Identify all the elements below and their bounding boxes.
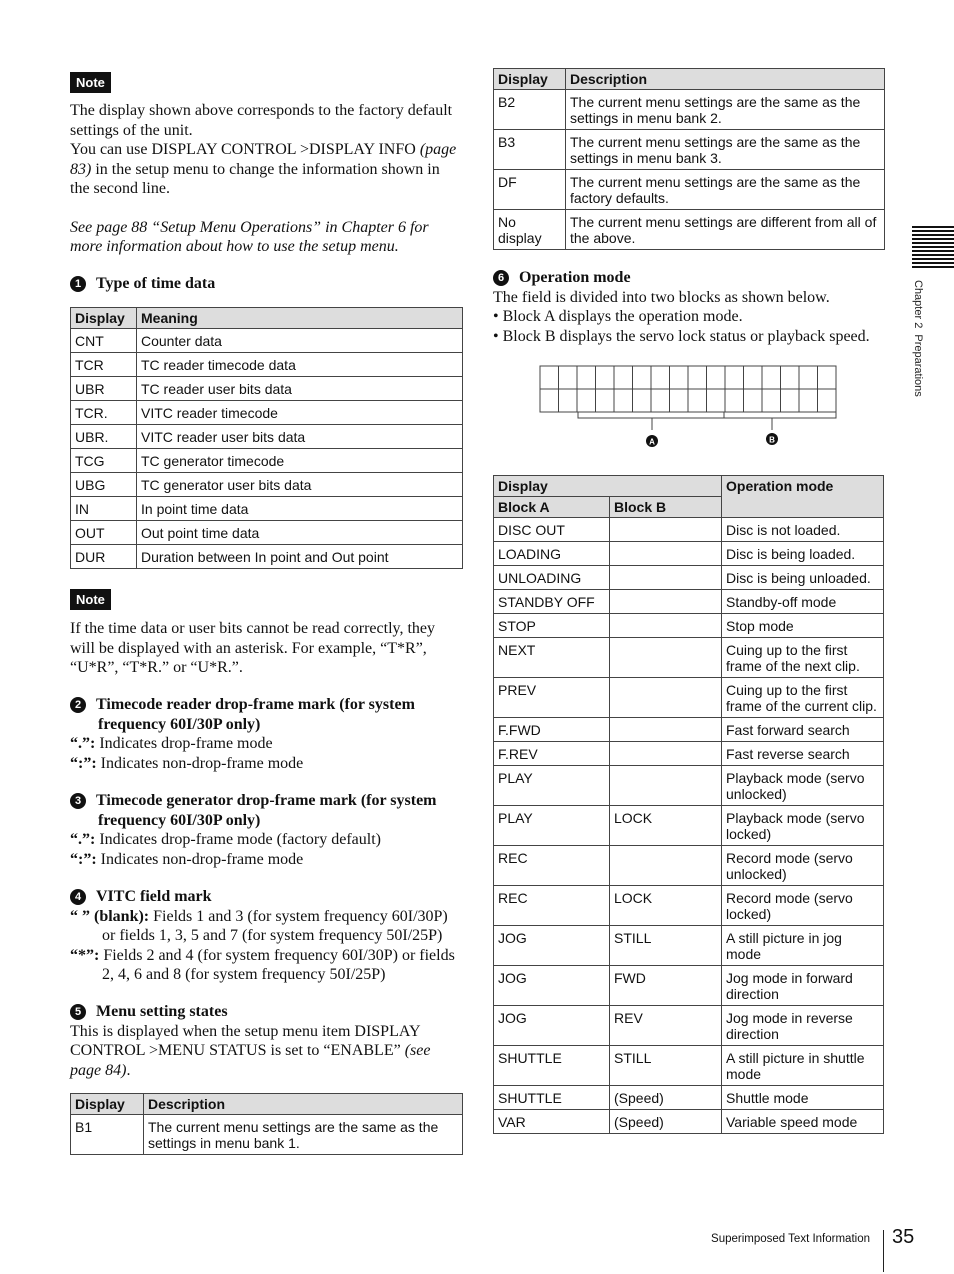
table-cell: VITC reader user bits data xyxy=(137,425,463,449)
character-cell xyxy=(762,389,781,412)
character-cell xyxy=(596,389,615,412)
table-cell: Stop mode xyxy=(722,614,884,638)
table-row xyxy=(494,966,884,1006)
table-cell: (Speed) xyxy=(610,1110,722,1134)
table-cell: UNLOADING xyxy=(494,566,610,590)
table-cell: STOP xyxy=(494,614,610,638)
table-cell: Counter data xyxy=(137,329,463,353)
table-cell: JOG xyxy=(494,926,610,966)
table-cell: LOADING xyxy=(494,542,610,566)
block-a-label: A xyxy=(649,437,655,447)
table-cell: VITC reader timecode xyxy=(137,401,463,425)
character-cell xyxy=(577,366,596,389)
character-cell xyxy=(688,389,707,412)
table-cell: JOG xyxy=(494,966,610,1006)
table-cell: The current menu settings are different from all of the above. xyxy=(566,210,885,250)
table-cell: Cuing up to the first frame of the current clip. xyxy=(722,678,884,718)
table-cell xyxy=(610,590,722,614)
character-cell xyxy=(818,366,837,389)
table-cell: UBR xyxy=(71,377,137,401)
character-cell xyxy=(559,366,578,389)
section-3: 3 Timecode generator drop-frame mark (for system frequency 60I/30P only) “.”: Indicates drop-frame mode (factory default) “:”: Indicates non-drop-frame mode xyxy=(70,792,437,868)
menu-states-table: Display Description B1 The current menu settings are the same as the settings in menu bank 1. xyxy=(70,1093,463,1155)
table-cell: NEXT xyxy=(494,638,610,678)
col-meaning: Meaning xyxy=(137,308,463,329)
table-cell: STILL xyxy=(610,926,722,966)
table-cell: TC generator user bits data xyxy=(137,473,463,497)
table-row xyxy=(71,425,463,449)
character-cell xyxy=(651,366,670,389)
note-label-2: Note xyxy=(70,589,111,610)
table-row xyxy=(494,766,884,806)
table-cell: DISC OUT xyxy=(494,518,610,542)
table-cell: B1 xyxy=(71,1115,144,1155)
table-cell: REV xyxy=(610,1006,722,1046)
table-row xyxy=(494,1110,884,1134)
character-cell xyxy=(651,389,670,412)
character-cell xyxy=(633,389,652,412)
table-cell: A still picture in shuttle mode xyxy=(722,1046,884,1086)
table-cell: The current menu settings are the same as the settings in menu bank 1. xyxy=(144,1115,463,1155)
character-cell xyxy=(744,366,763,389)
table-row xyxy=(494,926,884,966)
table-row xyxy=(494,886,884,926)
table-cell: Jog mode in forward direction xyxy=(722,966,884,1006)
character-cell xyxy=(614,366,633,389)
table-cell: OUT xyxy=(71,521,137,545)
table-cell xyxy=(610,542,722,566)
table-row xyxy=(494,90,885,130)
number-5-icon: 5 xyxy=(70,1004,86,1020)
table-cell: B3 xyxy=(494,130,566,170)
character-cell xyxy=(725,389,744,412)
table-row xyxy=(494,566,884,590)
operation-mode-table: Display Operation mode Block A Block B DISC OUT Disc is not loaded. LOADING Disc is being loaded. UNLOADING Disc is being unloaded. STANDBY OFF Standby-off mode STOP Stop mode NEXT Cuing up to the first frame of the next clip. PREV Cuing up to the first frame of the current clip. F.FWD Fast forward search F.REV Fast reverse search PLAY Playback mode (servo unlocked) PLAY LOCK Playback mode (servo locked) REC Record mode (servo unlocked) REC LOCK Record mode (servo locked) JOG STILL A still picture in jog mode JOG FWD Jog mode in forward direction JOG REV Jog mode in reverse direction SHUTTLE STILL A still picture in shuttle mode SHUTTLE (Speed) Shuttle mode VAR (Speed) Variable speed mode xyxy=(493,475,884,1134)
table-row xyxy=(71,377,463,401)
table-cell: IN xyxy=(71,497,137,521)
table-cell: Shuttle mode xyxy=(722,1086,884,1110)
chapter-tab-stripes xyxy=(912,226,954,270)
table-cell: VAR xyxy=(494,1110,610,1134)
table-cell xyxy=(610,846,722,886)
table-cell: Disc is not loaded. xyxy=(722,518,884,542)
intro-see: See page 88 “Setup Menu Operations” in Chapter 6 for more information about how to use the setup menu. xyxy=(70,218,429,255)
table-cell: TCR. xyxy=(71,401,137,425)
table-row xyxy=(494,542,884,566)
time-data-table xyxy=(70,307,463,569)
table-cell: JOG xyxy=(494,1006,610,1046)
character-cell xyxy=(799,389,818,412)
table-cell: DF xyxy=(494,170,566,210)
table-cell xyxy=(610,566,722,590)
intro-text xyxy=(70,101,462,257)
character-cell xyxy=(596,366,615,389)
table-cell xyxy=(610,718,722,742)
table-cell: LOCK xyxy=(610,806,722,846)
table-cell: TC reader timecode data xyxy=(137,353,463,377)
table-cell: SHUTTLE xyxy=(494,1086,610,1110)
table-cell: PLAY xyxy=(494,766,610,806)
table-cell: TC generator timecode xyxy=(137,449,463,473)
table-row xyxy=(494,518,884,542)
number-4-icon: 4 xyxy=(70,889,86,905)
table-cell: DUR xyxy=(71,545,137,569)
table-cell: SHUTTLE xyxy=(494,1046,610,1086)
note2-text: If the time data or user bits cannot be read correctly, they will be displayed with an asterisk. For example, “T*R”, “U*R”, “T*R.” or “U*R.”. xyxy=(70,620,436,676)
table-cell: The current menu settings are the same as the factory defaults. xyxy=(566,170,885,210)
table-cell: B2 xyxy=(494,90,566,130)
table-row xyxy=(71,545,463,569)
table-cell: TCG xyxy=(71,449,137,473)
table-cell xyxy=(610,678,722,718)
table-cell: REC xyxy=(494,846,610,886)
table-cell: LOCK xyxy=(610,886,722,926)
character-cell xyxy=(707,366,726,389)
table-cell: Record mode (servo unlocked) xyxy=(722,846,884,886)
table-cell: REC xyxy=(494,886,610,926)
number-2-icon: 2 xyxy=(70,697,86,713)
character-cell xyxy=(818,389,837,412)
table-row xyxy=(71,401,463,425)
table-cell: Cuing up to the first frame of the next clip. xyxy=(722,638,884,678)
character-cell xyxy=(559,389,578,412)
character-cell xyxy=(725,366,744,389)
section-5: 5 Menu setting states This is displayed when the setup menu item DISPLAY CONTROL >MENU STATUS is set to “ENABLE” (see page 84). xyxy=(70,1003,431,1079)
table-row xyxy=(71,329,463,353)
number-1-icon: 1 xyxy=(70,276,86,292)
character-cell xyxy=(781,389,800,412)
table-cell: PREV xyxy=(494,678,610,718)
table-cell: Variable speed mode xyxy=(722,1110,884,1134)
table-cell: PLAY xyxy=(494,806,610,846)
table-cell: TC reader user bits data xyxy=(137,377,463,401)
character-cell xyxy=(744,389,763,412)
table-row xyxy=(494,170,885,210)
table-row xyxy=(494,590,884,614)
table-cell: Duration between In point and Out point xyxy=(137,545,463,569)
table-row xyxy=(494,130,885,170)
table-cell: F.FWD xyxy=(494,718,610,742)
character-cell xyxy=(633,366,652,389)
character-cell xyxy=(762,366,781,389)
table-cell: Playback mode (servo unlocked) xyxy=(722,766,884,806)
block-b-label: B xyxy=(769,435,775,445)
footer-section: Superimposed Text Information xyxy=(711,1233,870,1245)
table-row xyxy=(494,1006,884,1046)
table-cell: Disc is being loaded. xyxy=(722,542,884,566)
table-cell: Standby-off mode xyxy=(722,590,884,614)
table-row xyxy=(494,846,884,886)
table-row xyxy=(494,718,884,742)
table-cell: CNT xyxy=(71,329,137,353)
table-row xyxy=(71,353,463,377)
section-2: 2 Timecode reader drop-frame mark (for system frequency 60I/30P only) “.”: Indicates drop-frame mode “:”: Indicates non-drop-frame mode xyxy=(70,696,415,772)
section-1-heading: 1 Type of time data xyxy=(70,274,215,294)
table-cell: STILL xyxy=(610,1046,722,1086)
table-row xyxy=(494,1046,884,1086)
table-cell xyxy=(610,742,722,766)
table-row xyxy=(494,210,885,250)
character-cell xyxy=(577,389,596,412)
table-cell xyxy=(610,614,722,638)
table-cell xyxy=(610,766,722,806)
table-row xyxy=(494,1086,884,1110)
character-cell xyxy=(614,389,633,412)
number-6-icon: 6 xyxy=(493,270,509,286)
character-cell xyxy=(670,389,689,412)
table-cell: STANDBY OFF xyxy=(494,590,610,614)
table-cell: TCR xyxy=(71,353,137,377)
table-cell: Fast forward search xyxy=(722,718,884,742)
table-cell: Playback mode (servo locked) xyxy=(722,806,884,846)
table-cell: A still picture in jog mode xyxy=(722,926,884,966)
table-cell xyxy=(610,638,722,678)
table-cell: Fast reverse search xyxy=(722,742,884,766)
table-row xyxy=(71,473,463,497)
table-row xyxy=(71,521,463,545)
character-cell xyxy=(688,366,707,389)
section-4: 4 VITC field mark “ ” (blank): Fields 1 and 3 (for system frequency 60I/30P) or fields 1, 3, 5 and 7 (for system frequency 50I/25P) “*”: Fields 2 and 4 (for system frequency 60I/30P) or fields 2, 4, 6 and 8 (for system frequency 50I/25P) xyxy=(70,888,455,983)
field-blocks-diagram xyxy=(538,364,838,452)
character-cell xyxy=(670,366,689,389)
table-row xyxy=(71,497,463,521)
table-row xyxy=(494,614,884,638)
table-cell: The current menu settings are the same as the settings in menu bank 2. xyxy=(566,90,885,130)
section-6: 6 Operation mode The field is divided into two blocks as shown below. • Block A displays the operation mode. • Block B displays the servo lock status or playback speed. xyxy=(493,269,870,345)
col-display: Display xyxy=(71,308,137,329)
table-cell: Out point time data xyxy=(137,521,463,545)
table-row xyxy=(494,742,884,766)
table-row xyxy=(71,449,463,473)
table-cell: The current menu settings are the same as the settings in menu bank 3. xyxy=(566,130,885,170)
table-cell: F.REV xyxy=(494,742,610,766)
character-cell xyxy=(707,389,726,412)
table-cell: UBG xyxy=(71,473,137,497)
character-cell xyxy=(781,366,800,389)
table-cell: Jog mode in reverse direction xyxy=(722,1006,884,1046)
table-cell: In point time data xyxy=(137,497,463,521)
table-cell: Record mode (servo locked) xyxy=(722,886,884,926)
table-cell: UBR. xyxy=(71,425,137,449)
menu-states-table-cont: Display Description B2 The current menu settings are the same as the settings in menu bank 2. B3 The current menu settings are the same as the settings in menu bank 3. DF The current menu settings are the same as the factory defaults. No display The current menu settings are different from all of the above. xyxy=(493,68,885,250)
intro-p1: The display shown above corresponds to the factory default settings of the unit. xyxy=(70,102,453,139)
character-cell xyxy=(540,366,559,389)
note-label: Note xyxy=(70,72,111,93)
intro-p2: You can use DISPLAY CONTROL >DISPLAY INFO (page 83) in the setup menu to change the information shown in the second line. xyxy=(70,141,457,197)
side-chapter-label: Chapter 2 Preparations xyxy=(912,280,924,397)
table-row xyxy=(494,638,884,678)
table-cell: (Speed) xyxy=(610,1086,722,1110)
number-3-icon: 3 xyxy=(70,793,86,809)
table-row xyxy=(494,678,884,718)
page-number: 35 xyxy=(892,1226,915,1248)
table-row xyxy=(494,806,884,846)
table-cell: FWD xyxy=(610,966,722,1006)
character-cell xyxy=(799,366,818,389)
table-cell: No display xyxy=(494,210,566,250)
character-cell xyxy=(540,389,559,412)
table-row xyxy=(71,1115,463,1155)
footer-divider xyxy=(883,1230,884,1272)
table-cell xyxy=(610,518,722,542)
table-cell: Disc is being unloaded. xyxy=(722,566,884,590)
